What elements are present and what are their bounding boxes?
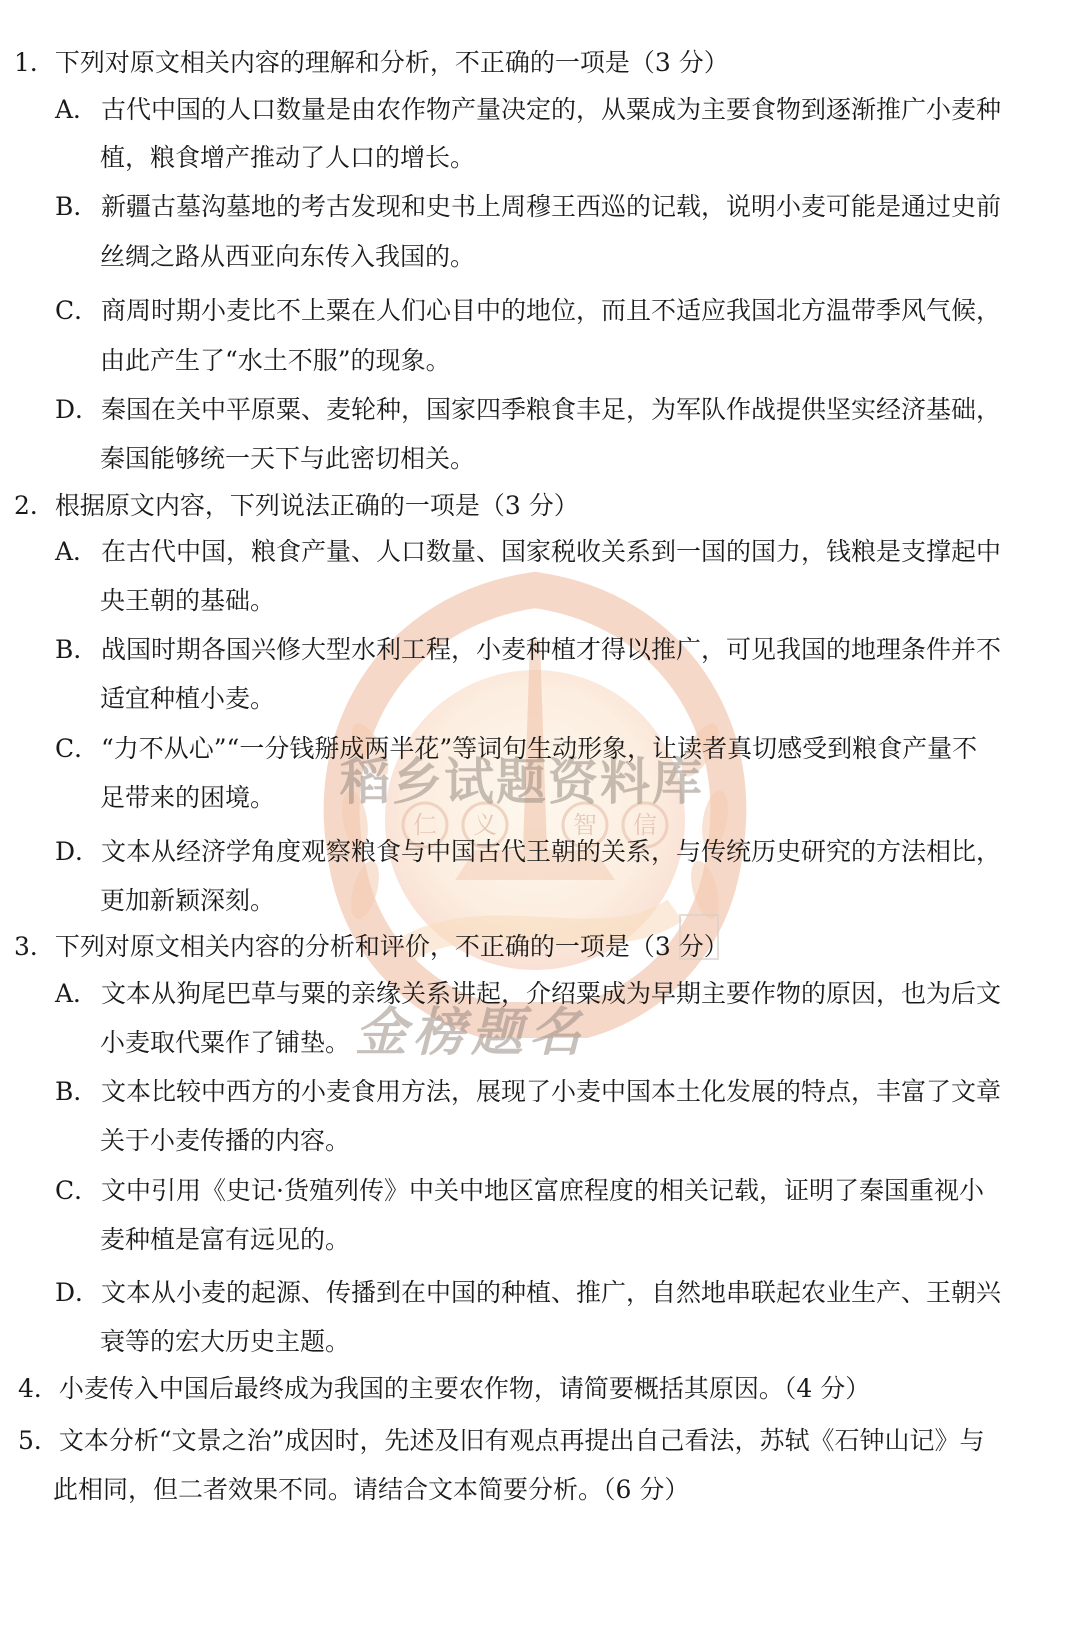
option-letter: C． (55, 1176, 100, 1205)
option-letter: A． (55, 979, 99, 1008)
option-2b-cont: 适宜种植小麦。 (100, 684, 276, 713)
option-2c (55, 732, 977, 766)
option-text: 文本从小麦的起源、传播到在中国的种植、推广，自然地串联起农业生产、王朝兴 (101, 1278, 1002, 1307)
option-letter: D． (55, 395, 101, 424)
option-2d (55, 835, 1001, 869)
option-letter: D． (55, 837, 101, 866)
option-text: 文本从经济学角度观察粮食与中国古代王朝的关系，与传统历史研究的方法相比， (101, 837, 1002, 866)
option-text: 文中引用《史记·货殖列传》中关中地区富庶程度的相关记载，证明了秦国重视小 (101, 1176, 984, 1205)
option-text: 战国时期各国兴修大型水利工程，小麦种植才得以推广，可见我国的地理条件并不 (101, 635, 1002, 664)
option-1d (55, 393, 1001, 427)
option-letter: B． (55, 635, 99, 664)
option-letter: A． (55, 537, 99, 566)
option-letter: B． (55, 1077, 99, 1106)
watermark-virtue: 义 (473, 811, 497, 839)
option-3c-cont: 麦种植是富有远见的。 (100, 1225, 351, 1254)
option-text: 在古代中国，粮食产量、人口数量、国家税收关系到一国的国力，钱粮是支撑起中 (101, 537, 1002, 566)
option-1b (55, 190, 1001, 224)
option-1c-cont: 由此产生了“水土不服”的现象。 (100, 346, 451, 375)
option-text: “力不从心”“一分钱掰成两半花”等词句生动形象，让读者真切感受到粮食产量不 (101, 734, 978, 763)
option-text: 新疆古墓沟墓地的考古发现和史书上周穆王西巡的记载，说明小麦可能是通过史前 (101, 192, 1002, 221)
option-1c (55, 294, 1001, 328)
option-1a-cont: 植，粮食增产推动了人口的增长。 (100, 143, 476, 172)
watermark-title: 稻乡试题资料库 (340, 752, 704, 811)
option-letter: B． (55, 192, 99, 221)
watermark-virtue: 智 (573, 811, 597, 839)
option-3b (55, 1075, 1001, 1109)
option-text: 商周时期小麦比不上粟在人们心目中的地位，而且不适应我国北方温带季风气候， (101, 296, 1002, 325)
option-2c-cont: 足带来的困境。 (100, 783, 276, 812)
question-1-stem: 1．下列对原文相关内容的理解和分析，不正确的一项是（3 分） (14, 48, 729, 77)
option-text: 古代中国的人口数量是由农作物产量决定的，从粟成为主要食物到逐渐推广小麦种 (101, 95, 1002, 124)
option-3a-cont: 小麦取代粟作了铺垫。 (100, 1028, 351, 1057)
option-3b-cont: 关于小麦传播的内容。 (100, 1126, 351, 1155)
option-text: 秦国在关中平原粟、麦轮种，国家四季粮食丰足，为军队作战提供坚实经济基础， (101, 395, 1002, 424)
watermark-virtue: 信 (633, 811, 657, 839)
option-3c (55, 1174, 984, 1208)
watermark-virtue: 仁 (413, 811, 437, 839)
question-3-stem: 3．下列对原文相关内容的分析和评价，不正确的一项是（3 分） (14, 932, 729, 961)
option-1b-cont: 丝绸之路从西亚向东传入我国的。 (100, 242, 476, 271)
option-text: 文本从狗尾巴草与粟的亲缘关系讲起，介绍粟成为早期主要作物的原因，也为后文 (101, 979, 1002, 1008)
question-5-stem: 5．文本分析“文景之治”成因时，先述及旧有观点再提出自己看法，苏轼《石钟山记》与 (18, 1426, 985, 1455)
question-4-stem: 4．小麦传入中国后最终成为我国的主要农作物，请简要概括其原因。（4 分） (18, 1374, 871, 1403)
option-2d-cont: 更加新颖深刻。 (100, 886, 276, 915)
option-2b (55, 633, 1001, 667)
option-3d-cont: 衰等的宏大历史主题。 (100, 1327, 351, 1356)
option-2a (55, 535, 1001, 569)
question-2-stem: 2．根据原文内容，下列说法正确的一项是（3 分） (14, 491, 579, 520)
option-1a (55, 93, 1001, 127)
option-3a (55, 977, 1001, 1011)
question-5-stem-cont: 此相同，但二者效果不同。请结合文本简要分析。（6 分） (53, 1475, 690, 1504)
option-letter: D． (55, 1278, 101, 1307)
option-3d (55, 1276, 1001, 1310)
option-1d-cont: 秦国能够统一天下与此密切相关。 (100, 444, 476, 473)
option-letter: C． (55, 734, 100, 763)
option-text: 文本比较中西方的小麦食用方法，展现了小麦中国本土化发展的特点，丰富了文章 (101, 1077, 1002, 1106)
option-letter: C． (55, 296, 100, 325)
option-letter: A． (55, 95, 99, 124)
option-2a-cont: 央王朝的基础。 (100, 586, 276, 615)
watermark-motto: 金榜题名 (355, 1002, 588, 1063)
